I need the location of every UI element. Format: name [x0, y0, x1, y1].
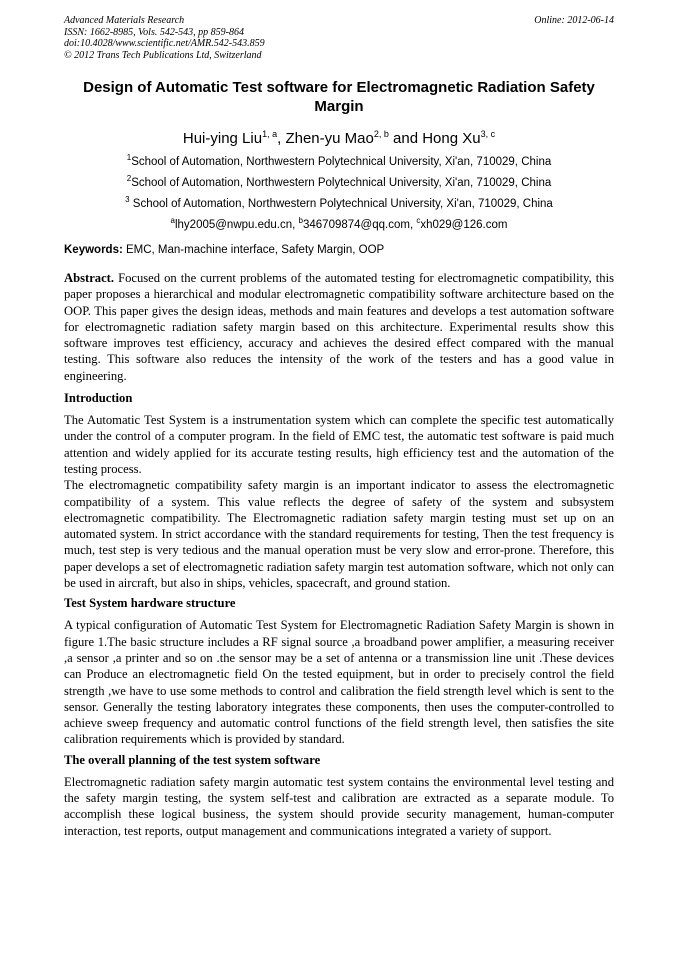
paper-title: Design of Automatic Test software for Electromagnetic Radiation Safety Margin [83, 79, 595, 115]
author-name: Hui-ying Liu [182, 130, 263, 147]
keywords-text: EMC, Man-machine interface, Safety Margin, OOP [122, 244, 385, 256]
email-superscript: a [170, 216, 175, 225]
affiliation-text: School of Automation, Northwestern Polytechnical University, Xi'an, 710029, China [131, 156, 552, 168]
keywords [64, 243, 614, 257]
author-separator: and [388, 130, 423, 147]
author-name: Zhen-yu Mao [285, 130, 374, 147]
issn: ISSN: 1662-8985, Vols. 542-543, pp 859-864 [64, 26, 244, 38]
email-address[interactable]: 346709874@qq.com, [303, 219, 417, 231]
author-superscript: 3, c [480, 129, 496, 139]
section-heading-introduction: Introduction [64, 391, 133, 406]
doi[interactable]: doi:10.4028/www.scientific.net/AMR.542-543.859 [64, 38, 265, 49]
paragraph: Electromagnetic radiation safety margin automatic test system contains the environmental level testing and the safety margin testing, the system self-test and calibration are extracted as a separate module. To accomplish these logical business, the system should provide security management, human-computer interaction, test reports, output management and communications integrated a variety of support. [64, 774, 614, 838]
email-address[interactable]: lhy2005@nwpu.edu.cn, [174, 219, 299, 231]
email-list [64, 218, 614, 232]
section-heading-software: The overall planning of the test system software [64, 752, 321, 767]
journal-info [64, 15, 265, 61]
author-list [64, 130, 614, 148]
abstract [64, 270, 614, 384]
abstract-label: Abstract. [64, 271, 115, 285]
paragraph: A typical configuration of Automatic Test System for Electromagnetic Radiation Safety Margin is shown in figure 1.The basic structure includes a RF signal source ,a broadband power amplifier, a measuring receiver ,a sensor ,a printer and so on .the sensor may be a set of antenna or a transmission line unit .These devices can Produce an electromagnetic field On the tested equipment, but in order to precisely control the field strength ,we have to use some methods to control and calibration the field strength level which is sent to the sensor. Generally the testing laboratory integrates these components, then uses the computer-controlled to achieve sweep frequency and automatic control functions of the field strength level, then satisfies the site calibration requirements which is provided by standard. [64, 618, 614, 747]
affiliation-superscript: 3 [125, 195, 130, 204]
affiliation-superscript: 1 [126, 153, 132, 162]
author-name: Hong Xu [422, 130, 481, 147]
email-address[interactable]: xh029@126.com [420, 219, 508, 231]
keywords-label: Keywords: [64, 244, 123, 256]
author-superscript: 1, a [262, 129, 278, 139]
affiliation-superscript: 2 [126, 174, 132, 183]
journal-header [64, 15, 614, 61]
journal-name: Advanced Materials Research [64, 15, 185, 26]
author-superscript: 2, b [373, 129, 389, 139]
email-superscript: c [416, 216, 421, 225]
copyright: © 2012 Trans Tech Publications Ltd, Switzerland [64, 49, 262, 61]
abstract-text: Focused on the current problems of the automated testing for electromagnetic compatibility, this paper proposes a hierarchical and modular electromagnetic compatibility software architecture based on the OOP. This paper gives the design ideas, methods and main features and develops a test automation software for electromagnetic radiation safety margin based on this architecture. Experimental results show this software improves test efficiency, accuracy and achieves the desired effect compared with the manual testing. This software also reduces the intensity of the work of the testers and has a good value in engineering. [64, 271, 614, 383]
affiliation-text: School of Automation, Northwestern Polytechnical University, Xi'an, 710029, China [131, 177, 552, 189]
affiliation-text: School of Automation, Northwestern Polytechnical University, Xi'an, 710029, China [129, 198, 553, 210]
affiliation [64, 155, 614, 169]
affiliation [64, 197, 614, 211]
section-heading-hardware: Test System hardware structure [64, 596, 236, 611]
email-superscript: b [298, 216, 303, 225]
affiliation [64, 176, 614, 190]
paragraph: The Automatic Test System is a instrumentation system which can complete the specific test automatically under the control of a computer program. In the field of EMC test, the automatic test software is paid much attention and widely applied for its accurate testing results, high efficiency test and the automation of the testing process. [64, 413, 614, 476]
paragraph: The electromagnetic compatibility safety margin is an important indicator to assess the electromagnetic compatibility of a system. This value reflects the degree of safety of the system and subsystem electromagnetic compatibility. The Electromagnetic radiation safety margin testing must set up on an automated system. In strict accordance with the standard requirements for testing, Then the test frequency is much, test step is very tedious and the manual operation must be very slow and error-prone. Therefore, this paper develops a set of electromagnetic radiation safety margin test automation software, which not only can be used in aircraft, but also in ships, vehicles, spacecraft, and ground station. [64, 478, 614, 591]
author-separator: , [277, 130, 286, 147]
online-date: Online: 2012-06-14 [534, 15, 614, 26]
